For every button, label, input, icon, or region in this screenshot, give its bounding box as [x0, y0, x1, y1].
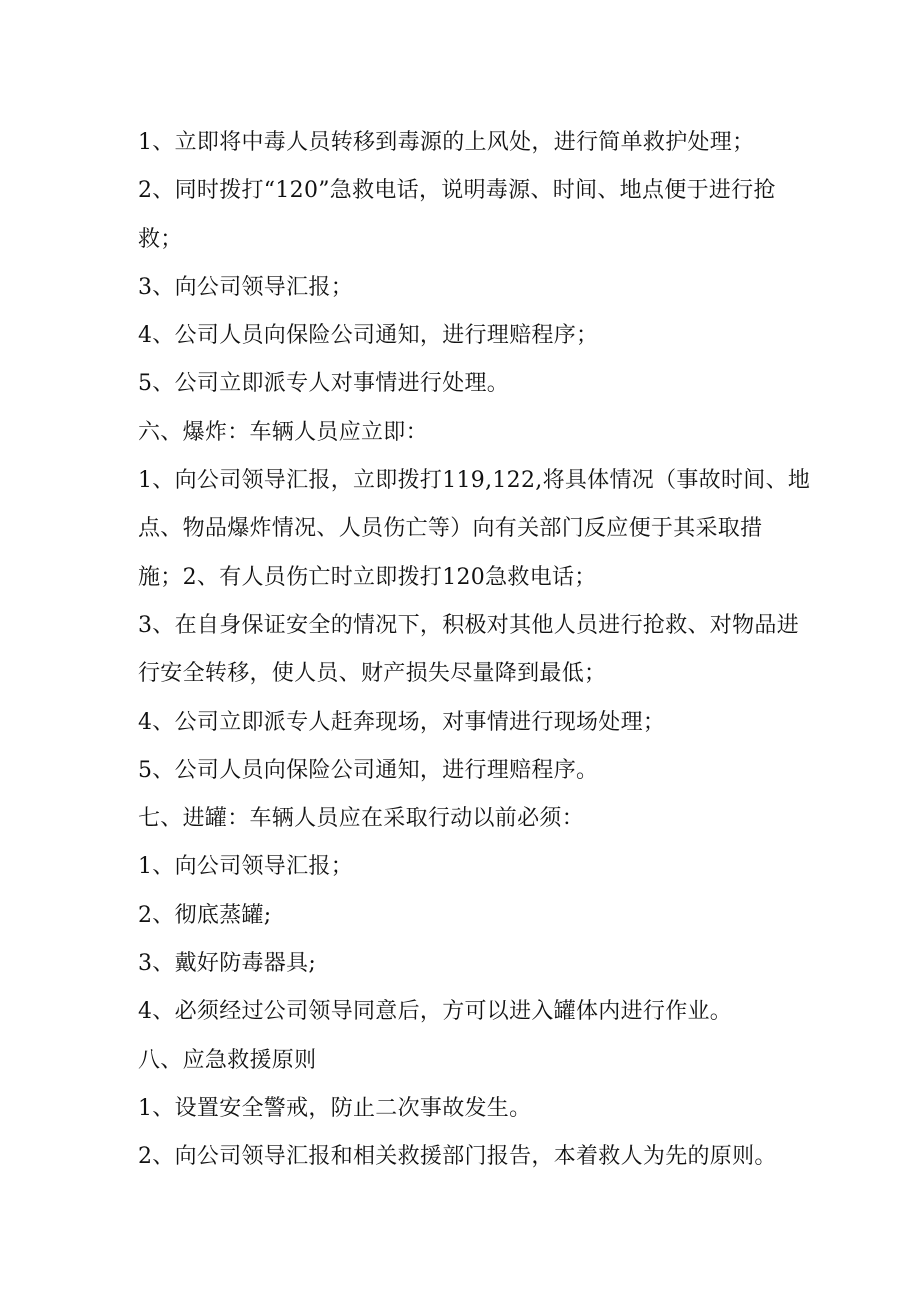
document-body [138, 119, 811, 1182]
text-line-explosion-5: 5、公司人员向保险公司通知，进行理赔程序。 [138, 757, 599, 783]
text-line-explosion-3: 3、在自身保证安全的情况下，积极对其他人员进行抢救、对物品进 [138, 612, 799, 638]
section-heading-rescue-principles: 八、应急救援原则 [138, 1047, 317, 1073]
section-heading-tank-entry: 七、进罐：车辆人员应在采取行动以前必须： [138, 806, 585, 832]
text-line-rescue-2: 2、向公司领导汇报和相关救援部门报告，本着救人为先的原则。 [138, 1144, 777, 1170]
text-line-poison-2: 2、同时拨打“120”急救电话，说明毒源、时间、地点便于进行抢 [138, 178, 776, 204]
text-line-tank-3: 3、戴好防毒器具; [138, 951, 317, 977]
text-line-poison-4: 4、公司人员向保险公司通知，进行理赔程序； [138, 323, 599, 349]
text-line-tank-2: 2、彻底蒸罐; [138, 902, 272, 928]
text-line-explosion-3-cont: 行安全转移，使人员、财产损失尽量降到最低； [138, 661, 607, 687]
text-line-poison-1: 1、立即将中毒人员转移到毒源的上风处，进行简单救护处理； [138, 130, 755, 155]
section-heading-explosion: 六、爆炸：车辆人员应立即： [138, 419, 428, 445]
text-line-poison-5: 5、公司立即派专人对事情进行处理。 [138, 371, 510, 397]
text-line-explosion-1-cont: 点、物品爆炸情况、人员伤亡等）向有关部门反应便于其采取措 [138, 516, 763, 542]
text-line-tank-1: 1、向公司领导汇报； [138, 854, 353, 880]
text-line-poison-3: 3、向公司领导汇报； [138, 274, 353, 300]
text-line-poison-2-cont: 救； [138, 226, 183, 252]
text-line-tank-4: 4、必须经过公司领导同意后，方可以进入罐体内进行作业。 [138, 999, 733, 1025]
text-line-explosion-4: 4、公司立即派专人赶奔现场，对事情进行现场处理； [138, 709, 666, 735]
text-line-explosion-1: 1、向公司领导汇报，立即拨打119,122,将具体情况（事故时间、地 [138, 468, 811, 494]
text-line-rescue-1: 1、设置安全警戒，防止二次事故发生。 [138, 1095, 532, 1121]
text-line-explosion-2: 施；2、有人员伤亡时立即拨打120急救电话； [138, 564, 597, 590]
